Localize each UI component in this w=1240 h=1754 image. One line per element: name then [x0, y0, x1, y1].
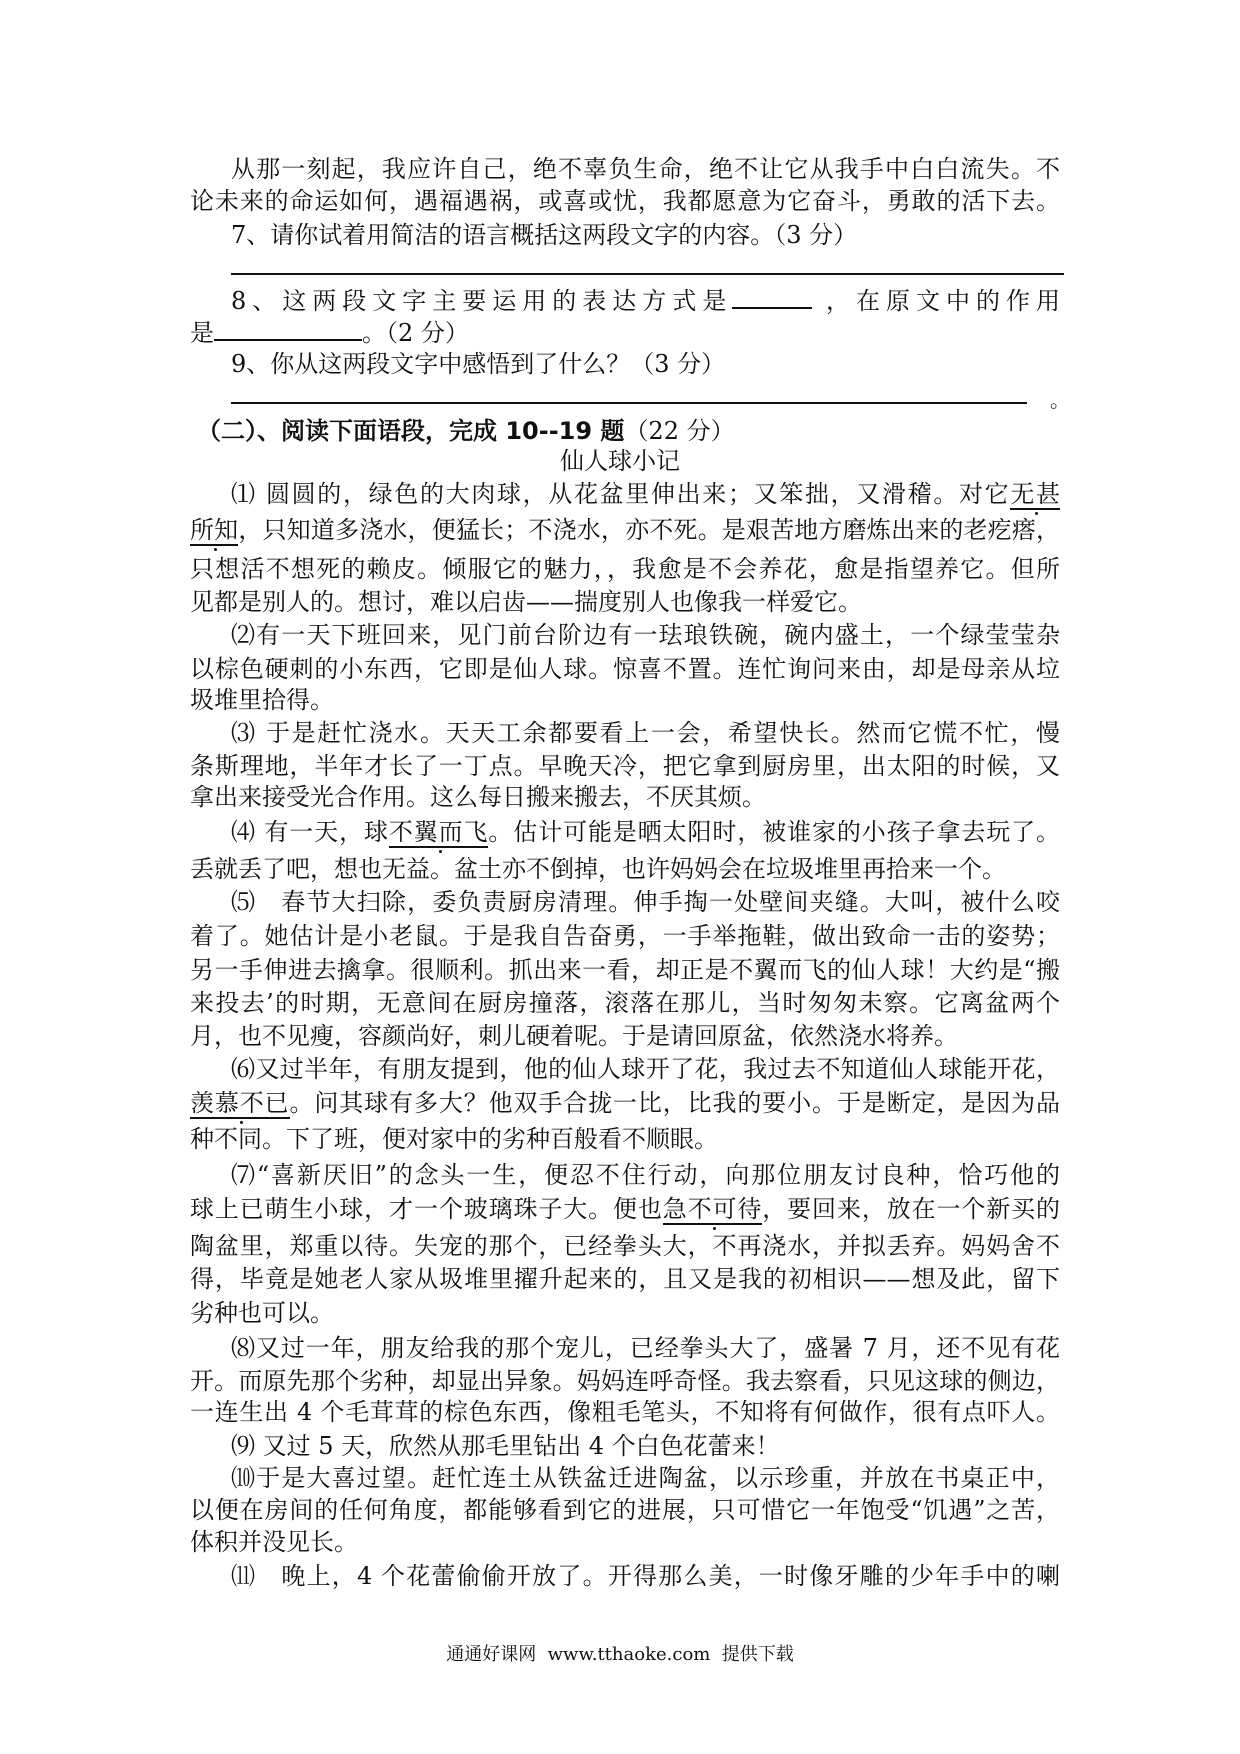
underlined-phrase: 羡慕不已 [190, 1089, 290, 1117]
passage-line: 种不同。下了班，便对家中的劣种百般看不顺眼。 [190, 1125, 718, 1153]
passage-line: 来投去’的时期，无意间在厨房撞落，滚落在那儿，当时匆匆未察。它离盆两个 [190, 989, 1060, 1017]
section-heading-text: （二）、阅读下面语段，完成 10--19 题 [197, 417, 625, 445]
passage-line: ⑷ 有一天，球不翼而飞。估计可能是晒太阳时，被谁家的小孩子拿去玩了。 [231, 818, 1060, 846]
passage-line: 以棕色硬刺的小东西，它即是仙人球。惊喜不置。连忙询问来由，却是母亲从垃 [190, 655, 1060, 683]
passage-line: ⑼ 又过 5 天，欣然从那毛里钻出 4 个白色花蕾来！ [231, 1432, 780, 1460]
fill-in-blank[interactable] [214, 315, 362, 341]
question-line: 从那一刻起，我应许自己，绝不辜负生命，绝不让它从我手中白白流失。不 [231, 155, 1060, 183]
answer-line-q9[interactable] [231, 402, 1027, 404]
underlined-phrase: 急不可待 [662, 1195, 763, 1223]
passage-line: 月，也不见瘦，容颜尚好，刺儿硬着呢。于是请回原盆，依然浇水将养。 [190, 1022, 958, 1050]
passage-title: 仙人球小记 [560, 447, 680, 475]
passage-line: 条斯理地，半年才长了一丁点。早晚天冷，把它拿到厨房里，出太阳的时候，又 [190, 752, 1060, 780]
question-line: 7、请你试着用简洁的语言概括这两段文字的内容。（3 分） [231, 221, 858, 249]
passage-line: ⑺“喜新厌旧”的念头一生，便忍不住行动，向那位朋友讨良种，恰巧他的 [231, 1161, 1060, 1189]
fill-in-blank[interactable] [732, 283, 812, 309]
passage-line: 丢就丢了吧，想也无益。盆土亦不倒掉，也许妈妈会在垃圾堆里再拾来一个。 [190, 855, 1006, 883]
passage-line: 开。而原先那个劣种，却显出异象。妈妈连呼奇怪。我去察看，只见这球的侧边， [190, 1367, 1060, 1395]
passage-line: ⑵有一天下班回来，见门前台阶边有一珐琅铁碗，碗内盛土，一个绿莹莹杂 [231, 621, 1060, 649]
q9-end-mark: 。 [1050, 388, 1070, 412]
question-line: 论未来的命运如何，遇福遇祸，或喜或忧，我都愿意为它奋斗，勇敢的活下去。 [190, 187, 1060, 215]
passage-line: 只想活不想死的赖皮。倾服它的魅力，，我愈是不会养花，愈是指望养它。但所 [190, 555, 1060, 583]
passage-line: ⑽于是大喜过望。赶忙连土从铁盆迁进陶盆，以示珍重，并放在书桌正中， [231, 1464, 1060, 1492]
underlined-phrase: 所知 [190, 516, 239, 544]
section-heading [197, 414, 735, 448]
passage-line: ⑻又过一年，朋友给我的那个宠儿，已经拳头大了，盛暑 7 月，还不见有花 [231, 1334, 1060, 1362]
passage-line: 另一手伸进去擒拿。很顺利。抓出来一看，却正是不翼而飞的仙人球！大约是“搬 [190, 956, 1060, 984]
passage-line: 所知，只知道多浇水，便猛长；不浇水，亦不死。是艰苦地方磨炼出来的老疙瘩， [190, 516, 1060, 544]
question-line: 是 。（2 分） [190, 315, 1060, 349]
passage-line: 劣种也可以。 [190, 1299, 334, 1327]
passage-line: 着了。她估计是小老鼠。于是我自告奋勇，一手举拖鞋，做出致命一击的姿势； [190, 922, 1060, 950]
passage-line: 球上已萌生小球，才一个玻璃珠子大。便也急不可待，要回来，放在一个新买的 [190, 1195, 1061, 1223]
passage-line: 拿出来接受光合作用。这么每日搬来搬去，不厌其烦。 [190, 783, 766, 811]
passage-line: 圾堆里拾得。 [190, 686, 334, 714]
section-points: （22 分） [624, 417, 735, 445]
passage-line: ⑴ 圆圆的，绿色的大肉球，从花盆里伸出来；又笨拙，又滑稽。对它无甚 [231, 480, 1060, 508]
question-line: 9、你从这两段文字中感悟到了什么？（3 分） [231, 350, 726, 378]
passage-line: ⑹又过半年，有朋友提到，他的仙人球开了花，我过去不知道仙人球能开花， [231, 1055, 1060, 1083]
passage-line: 得，毕竟是她老人家从圾堆里擢升起来的，且又是我的初相识——想及此，留下 [190, 1265, 1060, 1293]
footer-source: 通通好课网 www.tthaoke.com 提供下载 [446, 1644, 794, 1665]
underlined-phrase: 不翼而飞 [388, 818, 489, 846]
question-line: 8、这两段文字主要运用的表达方式是 ，在原文中的作用 [231, 283, 1060, 317]
passage-line: 一连生出 4 个毛茸茸的棕色东西，像粗毛笔头，不知将有何做作，很有点吓人。 [190, 1398, 1060, 1426]
passage-line: 羡慕不已。问其球有多大？他双手合拢一比，比我的要小。于是断定，是因为品 [190, 1089, 1060, 1117]
answer-line-q7[interactable] [231, 273, 1064, 275]
passage-line: 体积并没见长。 [190, 1528, 358, 1556]
passage-line: ⑾ 晚上，4 个花蕾偷偷开放了。开得那么美，一时像牙雕的少年手中的喇 [231, 1562, 1060, 1590]
passage-line: ⑶ 于是赶忙浇水。天天工余都要看上一会，希望快长。然而它慌不忙，慢 [231, 719, 1060, 747]
passage-line: 陶盆里，郑重以待。失宠的那个，已经拳头大，不再浇水，并拟丢弃。妈妈舍不 [190, 1232, 1060, 1260]
underlined-phrase: 无甚 [1010, 480, 1060, 508]
passage-line: 以便在房间的任何角度，都能够看到它的进展，只可惜它一年饱受“饥遇”之苦， [190, 1496, 1060, 1524]
passage-line: ⑸ 春节大扫除，委负责厨房清理。伸手掏一处壁间夹缝。大叫，被什么咬 [231, 888, 1060, 916]
passage-line: 见都是别人的。想讨，难以启齿——揣度别人也像我一样爱它。 [190, 588, 862, 616]
